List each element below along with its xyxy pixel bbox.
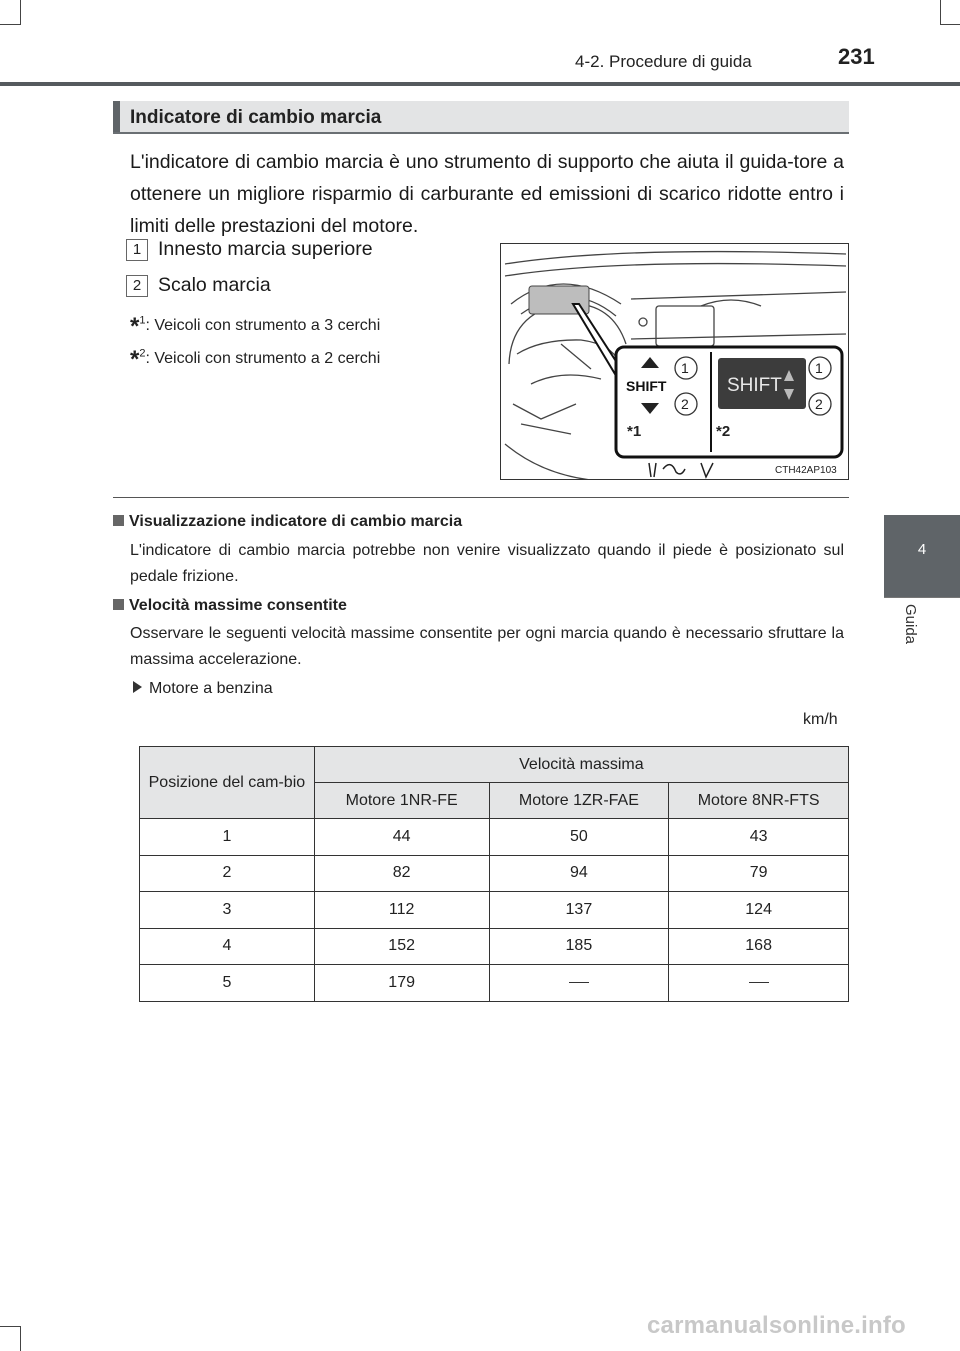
triangle-bullet-icon: [133, 681, 142, 693]
table-cell: 124: [669, 892, 849, 929]
table-cell-empty: [489, 965, 669, 1002]
table-row: [140, 855, 849, 892]
table-cell: 3: [140, 892, 315, 929]
section-title: Indicatore di cambio marcia: [130, 107, 382, 128]
page-number: 231: [838, 44, 875, 69]
table-cell: 1: [140, 819, 315, 856]
watermark: carmanualsonline.info: [647, 1312, 906, 1339]
crop-mark: [0, 1326, 20, 1327]
chapter-tab: [884, 515, 960, 597]
square-bullet-icon: [113, 515, 124, 526]
dashboard-illustration: [500, 243, 849, 480]
table-row: [140, 819, 849, 856]
table-cell: 179: [314, 965, 489, 1002]
display-subheading: Visualizzazione indicatore di cambio marcia: [113, 513, 462, 531]
square-bullet-icon: [113, 599, 124, 610]
max-speed-table: [139, 746, 849, 1002]
table-cell: 152: [314, 928, 489, 965]
table-cell: 4: [140, 928, 315, 965]
callout-3: 1: [815, 360, 823, 376]
item-label: Scalo marcia: [158, 274, 271, 296]
dash-mark: [569, 982, 589, 983]
callout-2: 2: [681, 396, 689, 412]
table-cell: 82: [314, 855, 489, 892]
table-cell: 79: [669, 855, 849, 892]
shift-label-2: SHIFT: [727, 375, 782, 396]
table-cell: 185: [489, 928, 669, 965]
callout-1: 1: [681, 360, 689, 376]
table-cell: 2: [140, 855, 315, 892]
item-number-box: 1: [126, 239, 148, 261]
crop-mark: [940, 0, 941, 25]
table-cell: 112: [314, 892, 489, 929]
callout-4: 2: [815, 396, 823, 412]
table-cell: 43: [669, 819, 849, 856]
table-header-engine: Motore 1ZR-FAE: [489, 783, 669, 819]
shift-label-1: SHIFT: [626, 378, 667, 394]
dash-mark: [749, 982, 769, 983]
item-number-box: 2: [126, 275, 148, 297]
footnote: *$^1$: Veicoli con strumento a 3 cerchi: [130, 313, 381, 340]
illustration-code: CTH42AP103: [775, 465, 837, 476]
crop-mark: [20, 0, 21, 25]
crop-mark: [940, 24, 960, 25]
table-cell: 94: [489, 855, 669, 892]
table-header-position: Posizione del cam-bio: [140, 747, 315, 819]
table-cell: 5: [140, 965, 315, 1002]
table-row: [140, 892, 849, 929]
table-row: [140, 965, 849, 1002]
intro-paragraph: L'indicatore di cambio marcia è uno strumento di supporto che aiuta il guida-tore a ottenere un migliore risparmio di carburante ed emissioni di scarico ridotte entro i limiti delle prestazioni del motore.: [130, 151, 844, 237]
heading-bar: [113, 101, 120, 132]
item-label: Innesto marcia superiore: [158, 238, 373, 260]
table-cell: 168: [669, 928, 849, 965]
display-paragraph: L'indicatore di cambio marcia potrebbe non venire visualizzato quando il piede è posizionato sul pedale frizione.: [130, 542, 844, 585]
star-label-2: *2: [716, 423, 731, 440]
section-heading: [113, 101, 849, 134]
dashboard-drawing: [501, 244, 849, 480]
running-header: 4-2. Procedure di guida: [575, 52, 752, 71]
crop-mark: [20, 1326, 21, 1351]
table-header-engine: Motore 1NR-FE: [314, 783, 489, 819]
table-row: [140, 928, 849, 965]
header-rule: [0, 82, 960, 86]
star-label-1: *1: [627, 423, 642, 440]
chapter-rule: [884, 597, 960, 598]
unit-label: km/h: [803, 711, 838, 728]
table-cell: 50: [489, 819, 669, 856]
section-divider: [113, 497, 849, 498]
table-cell: 44: [314, 819, 489, 856]
speed-subheading: Velocità massime consentite: [113, 597, 347, 615]
table-header-engine: Motore 8NR-FTS: [669, 783, 849, 819]
engine-bullet: Motore a benzina: [133, 680, 273, 698]
crop-mark: [0, 24, 20, 25]
chapter-number: 4: [917, 541, 927, 558]
table-header-speed: Velocità massima: [314, 747, 848, 783]
chapter-label: Guida: [902, 604, 919, 645]
footnote: *$^2$: Veicoli con strumento a 2 cerchi: [130, 346, 381, 373]
table-cell: 137: [489, 892, 669, 929]
speed-paragraph: Osservare le seguenti velocità massime consentite per ogni marcia quando è necessario sfruttare la massima accelerazione.: [130, 625, 844, 668]
table-cell-empty: [669, 965, 849, 1002]
